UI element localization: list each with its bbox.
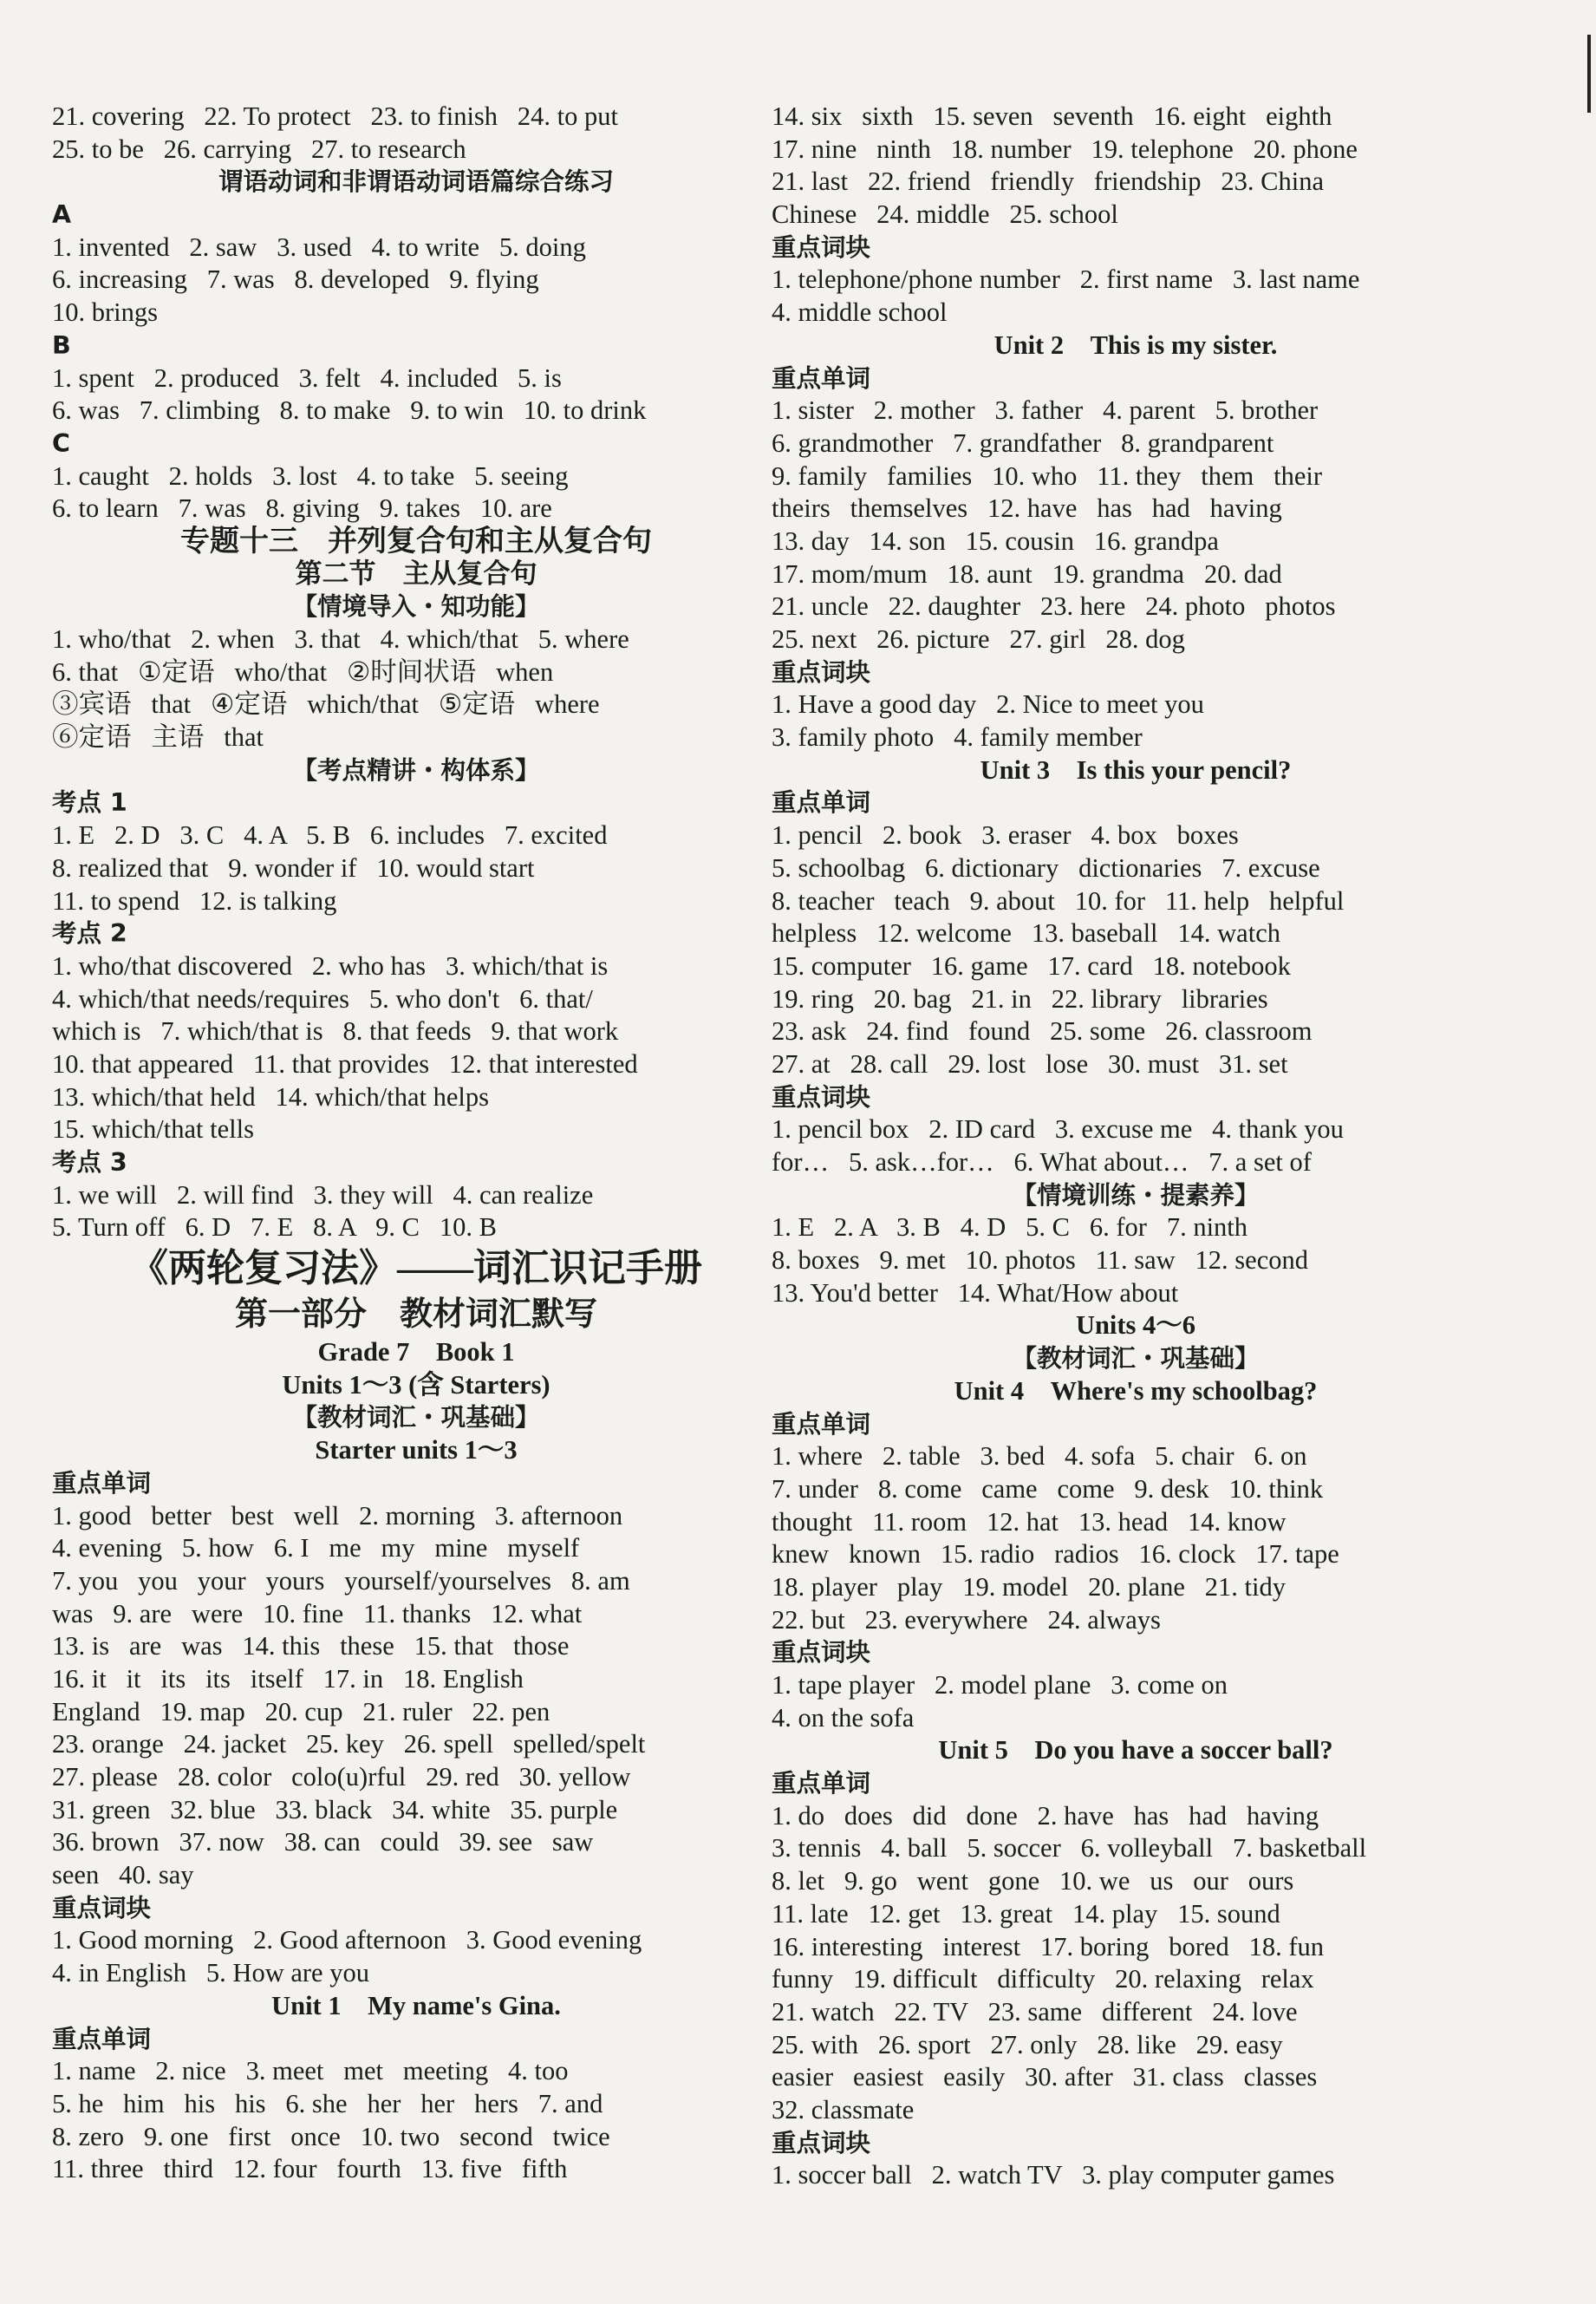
answer-line: 22. but 23. everywhere 24. always [772, 1604, 1161, 1635]
section-heading: 重点词块 [772, 232, 871, 262]
section-heading: 考点 2 [52, 919, 127, 949]
right-column [772, 101, 1500, 2192]
answer-line: 4. in English 5. How are you [52, 1958, 369, 1988]
answer-line: 1. Have a good day 2. Nice to meet you [772, 689, 1204, 720]
answer-line: 8. boxes 9. met 10. photos 11. saw 12. second [772, 1245, 1308, 1276]
answer-line: 11. to spend 12. is talking [52, 885, 337, 916]
answer-line: 11. three third 12. four fourth 13. five fifth [52, 2154, 568, 2184]
answer-line: 1. E 2. A 3. B 4. D 5. C 6. for 7. ninth [772, 1212, 1248, 1243]
answer-line: 10. brings [52, 297, 158, 328]
answer-line: 14. six sixth 15. seven seventh 16. eight eighth [772, 101, 1332, 131]
answer-line: 31. green 32. blue 33. black 34. white 35. purple [52, 1794, 618, 1824]
answer-line: 6. that ①定语 who/that ②时间状语 when [52, 656, 554, 687]
section-heading: Unit 4 Where's my schoolbag? [954, 1375, 1318, 1406]
answer-line: ③宾语 that ④定语 which/that ⑤定语 where [52, 689, 600, 720]
answer-line: 1. caught 2. holds 3. lost 4. to take 5. seeing [52, 460, 569, 491]
answer-line: 1. invented 2. saw 3. used 4. to write 5. doing [52, 232, 586, 262]
answer-line: 18. player play 19. model 20. plane 21. tidy [772, 1571, 1286, 1602]
answer-line: 4. evening 5. how 6. I me my mine myself [52, 1533, 580, 1563]
section-heading: 考点 1 [52, 788, 127, 818]
answer-line: ⑥定语 主语 that [52, 722, 264, 753]
answer-line: 25. to be 26. carrying 27. to research [52, 134, 466, 164]
section-heading: 【教材词汇・巩基础】 [292, 1403, 540, 1433]
left-column [52, 101, 780, 2186]
section-heading: 《两轮复习法》——词汇识记手册 [130, 1247, 702, 1290]
answer-line: 4. on the sofa [772, 1702, 915, 1733]
section-heading: 重点词块 [772, 1082, 871, 1112]
section-heading: Unit 3 Is this your pencil? [980, 754, 1292, 785]
answer-line: seen 40. say [52, 1860, 194, 1890]
section-heading: Unit 2 This is my sister. [993, 330, 1278, 360]
answer-line: 1. soccer ball 2. watch TV 3. play computer games [772, 2160, 1335, 2190]
section-heading: 【情境训练・提素养】 [1012, 1180, 1260, 1210]
answer-line: 1. good better best well 2. morning 3. afternoon [52, 1500, 623, 1531]
answer-line: 15. computer 16. game 17. card 18. notebook [772, 950, 1291, 981]
section-heading: Unit 1 My name's Gina. [271, 1990, 561, 2020]
answer-line: 8. realized that 9. wonder if 10. would start [52, 852, 535, 883]
answer-line: 3. family photo 4. family member [772, 722, 1143, 753]
answer-line: 1. tape player 2. model plane 3. come on [772, 1670, 1228, 1700]
answer-line: funny 19. difficult difficulty 20. relaxing relax [772, 1964, 1314, 1994]
answer-line: 8. let 9. go went gone 10. we us our ours [772, 1866, 1294, 1896]
answer-line: 16. interesting interest 17. boring bored 18. fun [772, 1931, 1325, 1961]
section-heading: 重点词块 [52, 1893, 152, 1922]
answer-line: 21. uncle 22. daughter 23. here 24. photo photos [772, 591, 1336, 622]
section-heading: Grade 7 Book 1 [317, 1337, 515, 1367]
section-heading: 考点 3 [52, 1148, 127, 1177]
answer-line: 1. we will 2. will find 3. they will 4. can realize [52, 1179, 594, 1210]
answer-line: easier easiest easily 30. after 31. class classes [772, 2062, 1318, 2092]
section-heading: Starter units 1～3 [315, 1435, 518, 1465]
answer-line: 6. grandmother 7. grandfather 8. grandparent [772, 428, 1274, 458]
section-heading: Units 1～3 (含 Starters) [282, 1369, 550, 1400]
answer-line: 5. he him his his 6. she her her hers 7. and [52, 2088, 603, 2118]
section-heading: 第一部分 教材词汇默写 [234, 1296, 597, 1334]
answer-line: Chinese 24. middle 25. school [772, 199, 1118, 230]
answer-line: for… 5. ask…for… 6. What about… 7. a set of [772, 1147, 1312, 1177]
answer-line: 1. pencil box 2. ID card 3. excuse me 4. thank you [772, 1114, 1344, 1145]
answer-line: was 9. are were 10. fine 11. thanks 12. what [52, 1598, 583, 1628]
answer-line: 1. E 2. D 3. C 4. A 5. B 6. includes 7. excited [52, 820, 608, 851]
answer-line: 8. zero 9. one first once 10. two second twice [52, 2121, 610, 2151]
answer-line: 17. nine ninth 18. number 19. telephone 20. phone [772, 134, 1358, 164]
section-heading: 重点词块 [772, 2128, 871, 2157]
section-heading: 重点单词 [772, 1769, 871, 1798]
section-heading: 重点单词 [52, 1468, 152, 1498]
answer-line: 1. where 2. table 3. bed 4. sofa 5. chair 6. on [772, 1441, 1307, 1472]
answer-line: 8. teacher teach 9. about 10. for 11. help helpful [772, 885, 1345, 916]
answer-line: 4. which/that needs/requires 5. who don't 6. that/ [52, 983, 593, 1014]
section-heading: 重点单词 [772, 363, 871, 393]
answer-line: which is 7. which/that is 8. that feeds 9. that work [52, 1016, 619, 1047]
answer-line: 25. with 26. sport 27. only 28. like 29. easy [772, 2029, 1283, 2059]
answer-line: 5. schoolbag 6. dictionary dictionaries 7. excuse [772, 852, 1320, 883]
answer-line: 6. was 7. climbing 8. to make 9. to win 10. to drink [52, 395, 647, 426]
answer-line: England 19. map 20. cup 21. ruler 22. pen [52, 1696, 550, 1726]
answer-line: thought 11. room 12. hat 13. head 14. know [772, 1506, 1287, 1537]
answer-line: 10. that appeared 11. that provides 12. that interested [52, 1048, 638, 1079]
section-heading: 重点单词 [772, 788, 871, 818]
section-heading: 【教材词汇・巩基础】 [1012, 1344, 1260, 1374]
section-heading: 重点单词 [52, 2024, 152, 2053]
section-heading: C [52, 428, 70, 458]
section-heading: Unit 5 Do you have a soccer ball? [938, 1735, 1333, 1766]
answer-line: 27. at 28. call 29. lost lose 30. must 31. set [772, 1048, 1288, 1079]
answer-line: 1. Good morning 2. Good afternoon 3. Good evening [52, 1925, 642, 1955]
answer-line: 7. you you your yours yourself/yourselves 8. am [52, 1565, 630, 1596]
section-heading: 第二节 主从复合句 [295, 558, 537, 590]
answer-line: 21. covering 22. To protect 23. to finish 24. to put [52, 101, 618, 131]
section-heading: 【情境导入・知功能】 [292, 592, 540, 622]
answer-line: 11. late 12. get 13. great 14. play 15. sound [772, 1898, 1280, 1929]
answer-line: 9. family families 10. who 11. they them their [772, 460, 1323, 491]
answer-line: 17. mom/mum 18. aunt 19. grandma 20. dad [772, 558, 1282, 589]
answer-line: knew known 15. radio radios 16. clock 17. tape [772, 1539, 1339, 1570]
answer-line: 21. watch 22. TV 23. same different 24. love [772, 1996, 1298, 2027]
answer-line: 1. pencil 2. book 3. eraser 4. box boxes [772, 820, 1239, 851]
answer-line: 13. day 14. son 15. cousin 16. grandpa [772, 525, 1219, 556]
answer-line: 13. is are was 14. this these 15. that those [52, 1631, 570, 1661]
answer-line: 15. which/that tells [52, 1114, 254, 1145]
answer-line: 19. ring 20. bag 21. in 22. library libraries [772, 983, 1268, 1014]
answer-line: 21. last 22. friend friendly friendship 23. China [772, 166, 1325, 197]
answer-line: 1. telephone/phone number 2. first name 3. last name [772, 264, 1360, 295]
answer-line: 27. please 28. color colo(u)rful 29. red 30. yellow [52, 1762, 631, 1792]
answer-line: 1. spent 2. produced 3. felt 4. included 5. is [52, 362, 562, 393]
section-heading: 重点词块 [772, 1638, 871, 1668]
answer-line: 5. Turn off 6. D 7. E 8. A 9. C 10. B [52, 1212, 497, 1243]
answer-line: 1. sister 2. mother 3. father 4. parent 5. brother [772, 395, 1319, 426]
answer-line: 23. ask 24. find found 25. some 26. classroom [772, 1016, 1313, 1047]
answer-line: 1. name 2. nice 3. meet met meeting 4. too [52, 2056, 569, 2086]
answer-line: 6. to learn 7. was 8. giving 9. takes 10. are [52, 493, 552, 524]
answer-line: 13. You'd better 14. What/How about [772, 1277, 1179, 1308]
answer-line: 23. orange 24. jacket 25. key 26. spell spelled/spelt [52, 1729, 646, 1759]
answer-line: 13. which/that held 14. which/that helps [52, 1081, 490, 1112]
answer-line: 1. who/that discovered 2. who has 3. which/that is [52, 950, 609, 981]
section-heading: 专题十三 并列复合句和主从复合句 [180, 525, 652, 558]
answer-line: 3. tennis 4. ball 5. soccer 6. volleyball 7. basketball [772, 1833, 1367, 1863]
answer-line: 16. it it its its itself 17. in 18. English [52, 1663, 524, 1694]
answer-line: 7. under 8. come came come 9. desk 10. think [772, 1473, 1324, 1504]
answer-line: 36. brown 37. now 38. can could 39. see saw [52, 1827, 594, 1857]
section-heading: 谓语动词和非谓语动词语篇综合练习 [218, 167, 614, 197]
answer-line: helpless 12. welcome 13. baseball 14. watch [772, 918, 1280, 949]
answer-line: 1. who/that 2. when 3. that 4. which/that 5. where [52, 624, 629, 654]
section-heading: Units 4～6 [1075, 1310, 1196, 1341]
answer-line: 6. increasing 7. was 8. developed 9. flying [52, 264, 539, 295]
answer-line: theirs themselves 12. have has had having [772, 493, 1282, 524]
answer-line: 1. do does did done 2. have has had having [772, 1800, 1319, 1831]
section-heading: 重点词块 [772, 657, 871, 687]
page-edge-mark [1587, 35, 1591, 113]
answer-line: 32. classmate [772, 2094, 915, 2125]
section-heading: B [52, 330, 71, 360]
section-heading: A [52, 200, 72, 230]
section-heading: 重点单词 [772, 1409, 871, 1439]
section-heading: 【考点精讲・构体系】 [292, 755, 540, 785]
answer-line: 4. middle school [772, 297, 948, 328]
answer-line: 25. next 26. picture 27. girl 28. dog [772, 624, 1185, 654]
